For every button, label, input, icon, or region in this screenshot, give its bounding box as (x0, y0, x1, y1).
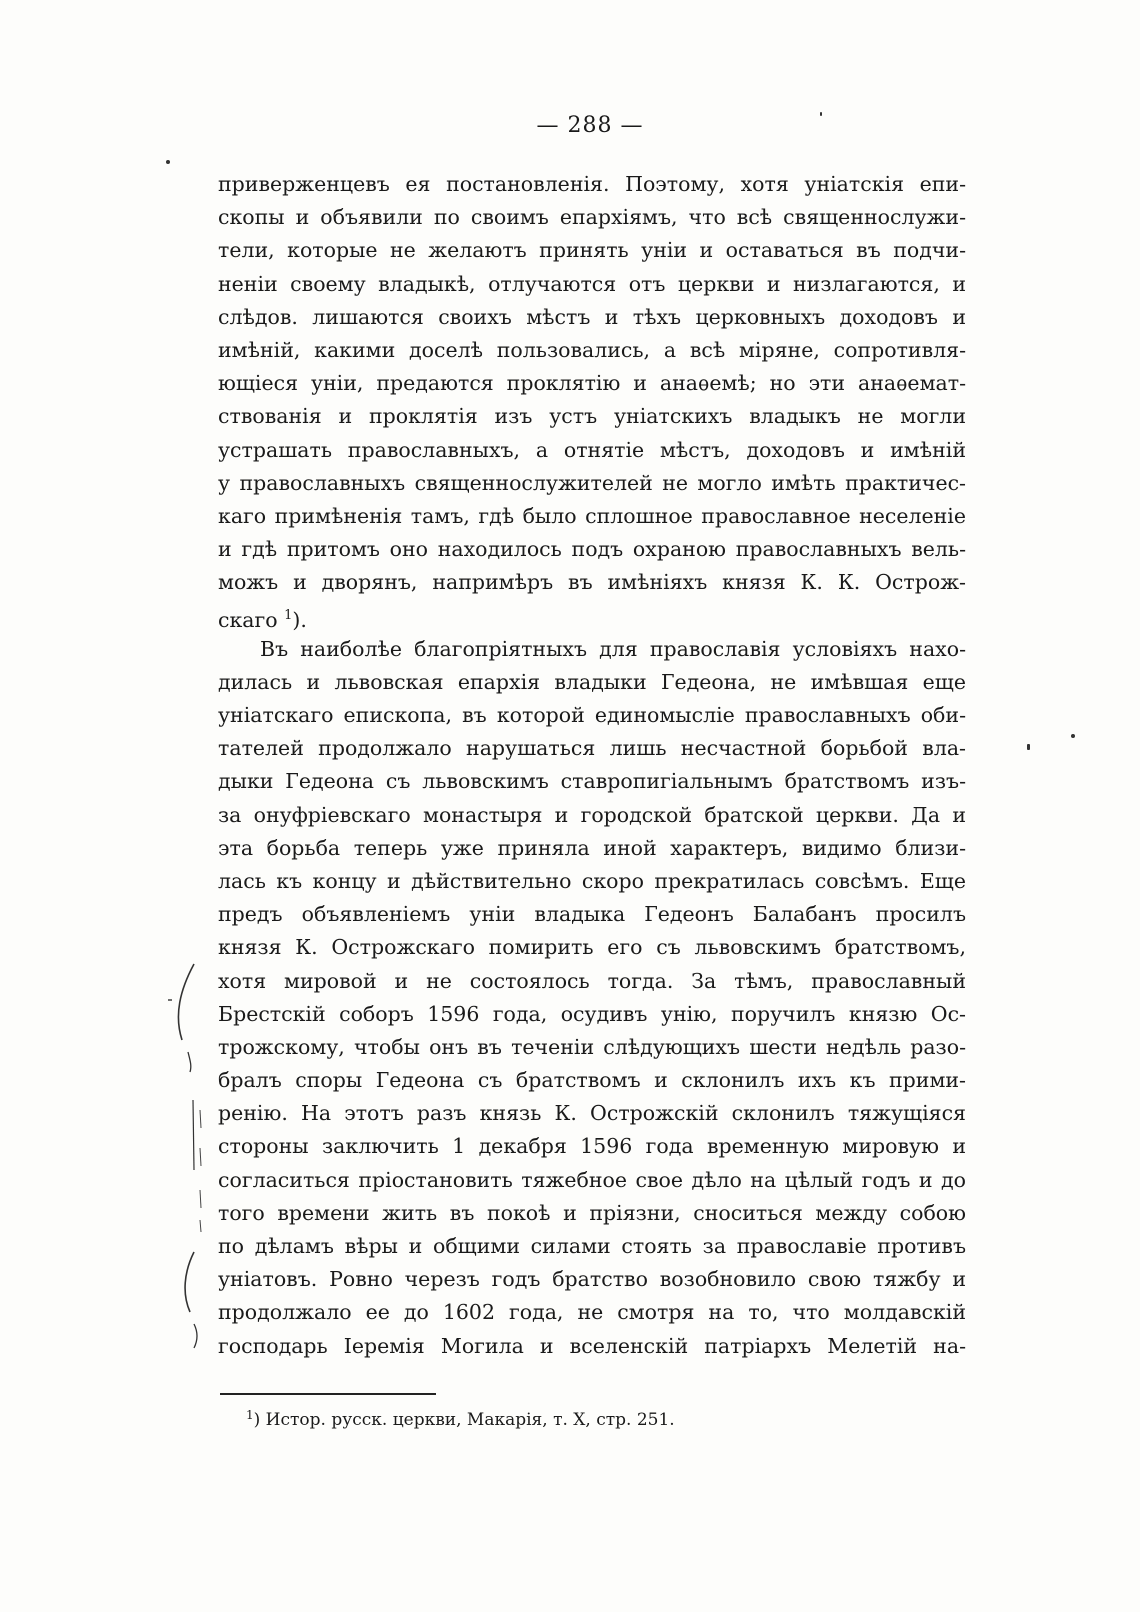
text-line: господарь Іеремія Могила и вселенскій патріархъ Мелетій на- (218, 1333, 966, 1358)
text-line: того времени жить въ покоѣ и пріязни, сноситься между собою (218, 1200, 966, 1225)
page-number: — 288 — (536, 113, 644, 138)
text-line: уніатскаго епископа, въ которой единомысліе православныхъ оби- (218, 703, 966, 727)
text-line: хотя мировой и не состоялось тогда. За тѣмъ, православный (218, 968, 966, 993)
text-line: стороны заключить 1 декабря 1596 года временную мировую и (218, 1134, 966, 1159)
paragraph-first-line: Въ наиболѣе благопріятныхъ для православія условіяхъ нахо- (260, 636, 966, 661)
text-line: скопы и объявили по своимъ епархіямъ, что всѣ священнослужи- (218, 205, 966, 230)
text-line: за онуфріевскаго монастыря и городской братской церкви. Да и (218, 802, 966, 827)
text-line: Брестскій соборъ 1596 года, осудивъ унію, поручилъ князю Ос- (218, 1001, 966, 1026)
text-line: эта борьба теперь уже приняла иной характеръ, видимо близи- (218, 835, 966, 860)
text-line: трожскому, чтобы онъ въ теченіи слѣдующихъ шести недѣль разо- (218, 1034, 966, 1059)
text-line: бралъ споры Гедеона съ братствомъ и склонилъ ихъ къ прими- (218, 1068, 966, 1093)
text-line: ющіеся уніи, предаются проклятію и анаѳемѣ; но эти анаѳемат- (218, 371, 966, 396)
text-line: приверженцевъ ея постановленія. Поэтому, хотя уніатскія епи- (218, 172, 966, 196)
text-line: ствованія и проклятія изъ устъ уніатскихъ владыкъ не могли (218, 404, 966, 429)
text-line: по дѣламъ вѣры и общими силами стоять за православіе противъ (218, 1234, 966, 1258)
text-line: тателей продолжало нарушаться лишь несчастной борьбой вла- (218, 736, 966, 761)
footnote (246, 1408, 675, 1430)
text-line: имѣній, какими доселѣ пользовались, а всѣ міряне, сопротивля- (218, 337, 966, 362)
scan-speck (1027, 744, 1030, 750)
text-line: продолжало ее до 1602 года, не смотря на то, что молдавскій (218, 1300, 966, 1325)
body-text (218, 168, 966, 1363)
footnote-text: ) Истор. русск. церкви, Макарія, т. X, стр. 251. (253, 1410, 675, 1430)
text-line: князя К. Острожскаго помирить его съ львовскимъ братствомъ, (218, 935, 966, 960)
text-line: ренію. На этотъ разъ князь К. Острожскій склонилъ тяжущіяся (218, 1101, 966, 1126)
text-line: предъ объявленіемъ уніи владыка Гедеонъ Балабанъ просилъ (218, 902, 966, 927)
text-line: уніатовъ. Ровно черезъ годъ братство возобновило свою тяжбу и (218, 1267, 966, 1292)
scan-speck (820, 112, 822, 116)
text-line: дилась и львовская епархія владыки Гедеона, не имѣвшая еще (218, 669, 966, 694)
footnote-ref-marker: 1 (284, 608, 293, 624)
text-line: устрашать православныхъ, а отнятіе мѣстъ, доходовъ и имѣній (218, 437, 966, 462)
text-line: можъ и дворянъ, напримѣръ въ имѣніяхъ князя К. К. Острож- (218, 570, 966, 595)
text-line: слѣдов. лишаются своихъ мѣстъ и тѣхъ церковныхъ доходовъ и (218, 304, 966, 329)
text-segment: ). (292, 608, 307, 633)
footnote-marker: 1 (246, 1408, 254, 1422)
footnote-divider (220, 1393, 436, 1395)
text-line: дыки Гедеона съ львовскимъ ставропигіальнымъ братствомъ изъ- (218, 769, 966, 794)
text-line: у православныхъ священнослужителей не могло имѣть практичес- (218, 470, 966, 495)
text-line: лась къ концу и дѣйствительно скоро прекратилась совсѣмъ. Еще (218, 868, 966, 893)
text-segment: скаго (218, 608, 278, 633)
scan-speck (166, 160, 170, 164)
text-line: неніи своему владыкѣ, отлучаются отъ церкви и низлагаются, и (218, 271, 966, 296)
margin-pencil-marks (160, 960, 220, 1380)
text-line: согласиться пріостановить тяжебное свое дѣло на цѣлый годъ и до (218, 1167, 966, 1192)
text-line: и гдѣ притомъ оно находилось подъ охраною православныхъ вель- (218, 537, 966, 562)
text-line-with-footnote-ref (218, 599, 966, 632)
text-line: тели, которые не желаютъ принять уніи и оставаться въ подчи- (218, 238, 966, 263)
scan-speck (1071, 734, 1075, 738)
text-line: каго примѣненія тамъ, гдѣ было сплошное православное неселеніе (218, 503, 966, 528)
